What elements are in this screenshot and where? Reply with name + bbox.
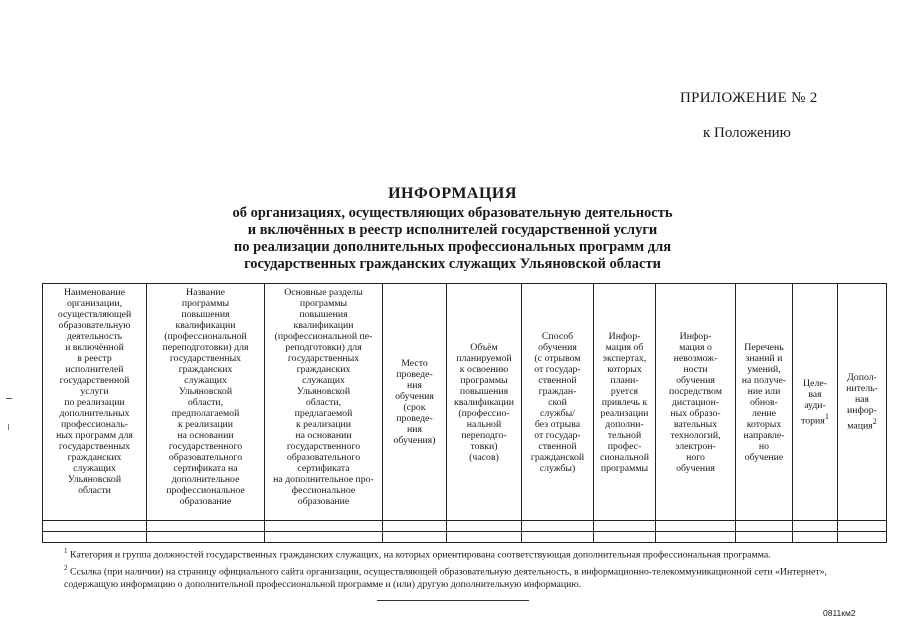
table-cell bbox=[793, 532, 838, 543]
column-header-location: Место проведе- ния обучения (срок проведе- ния обучения) bbox=[383, 284, 447, 521]
table-cell bbox=[147, 532, 265, 543]
table-cell bbox=[522, 521, 594, 532]
table-cell bbox=[656, 521, 736, 532]
table-cell bbox=[736, 521, 793, 532]
column-header-method: Способ обучения (с отрывом от государ- ственной граждан- ской службы/ без отрыва от государ- ственной гражданской службы) bbox=[522, 284, 594, 521]
table-cell bbox=[594, 532, 656, 543]
footnote-ref: 2 bbox=[872, 417, 877, 427]
subtitle-line: государственных гражданских служащих Ульяновской области bbox=[244, 256, 661, 272]
document-subtitle bbox=[0, 205, 905, 273]
scan-mark bbox=[6, 398, 12, 399]
table-cell bbox=[656, 532, 736, 543]
column-header-program-name: Название программы повышения квалификации (профессиональной переподготовки) для государственных гражданских служащих Ульяновской области, предполагаемой к реализации на основании государственного образовательного сертификата на дополнительное профессиональное образование bbox=[147, 284, 265, 521]
organizations-table bbox=[42, 283, 887, 543]
appendix-label: ПРИЛОЖЕНИЕ № 2 bbox=[680, 90, 818, 106]
column-header-experts: Инфор- мация об экспертах, которых плани- руется привлечь к реализации дополни- тельной профес- сиональной программы bbox=[594, 284, 656, 521]
table-cell bbox=[838, 532, 887, 543]
table-cell bbox=[265, 532, 383, 543]
table-cell bbox=[447, 532, 522, 543]
document-title: ИНФОРМАЦИЯ bbox=[388, 185, 517, 202]
footnote: $^2$ Ссылка (при наличии) на страницу официального сайта организации, осуществляющей образовательную деятельность, в информационно-телекоммуникационной сети «Интернет», содержащую информацию о дополнительной профессиональной программе и (или) другую дополнительную информацию. bbox=[64, 563, 827, 590]
subtitle-line: об организациях, осуществляющих образовательную деятельность bbox=[232, 205, 673, 221]
table-cell bbox=[594, 521, 656, 532]
page-separator bbox=[377, 600, 529, 601]
table-cell bbox=[793, 521, 838, 532]
table-cell bbox=[522, 532, 594, 543]
scan-mark bbox=[8, 424, 11, 430]
column-header-remote-learning: Инфор- мация о невозмож- ности обучения посредством дистацион- ных образо- вательных технологий, электрон- ного обучения bbox=[656, 284, 736, 521]
table-row bbox=[43, 521, 887, 532]
footnote-ref: 1 bbox=[824, 411, 829, 421]
table-cell bbox=[383, 532, 447, 543]
table-cell bbox=[43, 532, 147, 543]
column-header-additional-info: Допол- нитель- ная инфор- мация$^2$ bbox=[838, 284, 887, 521]
column-header-hours: Объём планируемой к освоению программы повышения квалификации (профессио- нальной переподго- товки) (часов) bbox=[447, 284, 522, 521]
regulation-reference: к Положению bbox=[703, 125, 791, 141]
table-cell bbox=[447, 521, 522, 532]
table-cell bbox=[838, 521, 887, 532]
table-header-row bbox=[43, 284, 887, 521]
column-header-audience: Целе- вая ауди- тория$^1$ bbox=[793, 284, 838, 521]
table-cell bbox=[43, 521, 147, 532]
table-cell bbox=[383, 521, 447, 532]
footnote: $^1$ Категория и группа должностей государственных гражданских служащих, на которых ориентирована соответствующая дополнительная профессиональная программа. bbox=[64, 547, 771, 561]
document-code: 0811км2 bbox=[823, 608, 856, 618]
subtitle-line: по реализации дополнительных профессиональных программ для bbox=[233, 239, 672, 255]
column-header-skills: Перечень знаний и умений, на получе- ние или обнов- ление которых направле- но обучение bbox=[736, 284, 793, 521]
table-cell bbox=[265, 521, 383, 532]
column-header-program-sections: Основные разделы программы повышения квалификации (профессиональной пе- реподготовки) для государственных гражданских служащих Ульяновской области, предлагаемой к реализации на основании государственного образовательного сертификата на дополнительное про- фессиональное образование bbox=[265, 284, 383, 521]
column-header-organization: Наименование организации, осуществляющей образовательную деятельность и включённой в реестр исполнителей государственной услуги по реализации дополнительных профессиональ- ных программ для государственных гражданских служащих Ульяновской области bbox=[43, 284, 147, 521]
table-cell bbox=[736, 532, 793, 543]
table-row bbox=[43, 532, 887, 543]
subtitle-line: и включённых в реестр исполнителей государственной услуги bbox=[247, 222, 658, 238]
footnotes bbox=[64, 545, 864, 591]
table-cell bbox=[147, 521, 265, 532]
